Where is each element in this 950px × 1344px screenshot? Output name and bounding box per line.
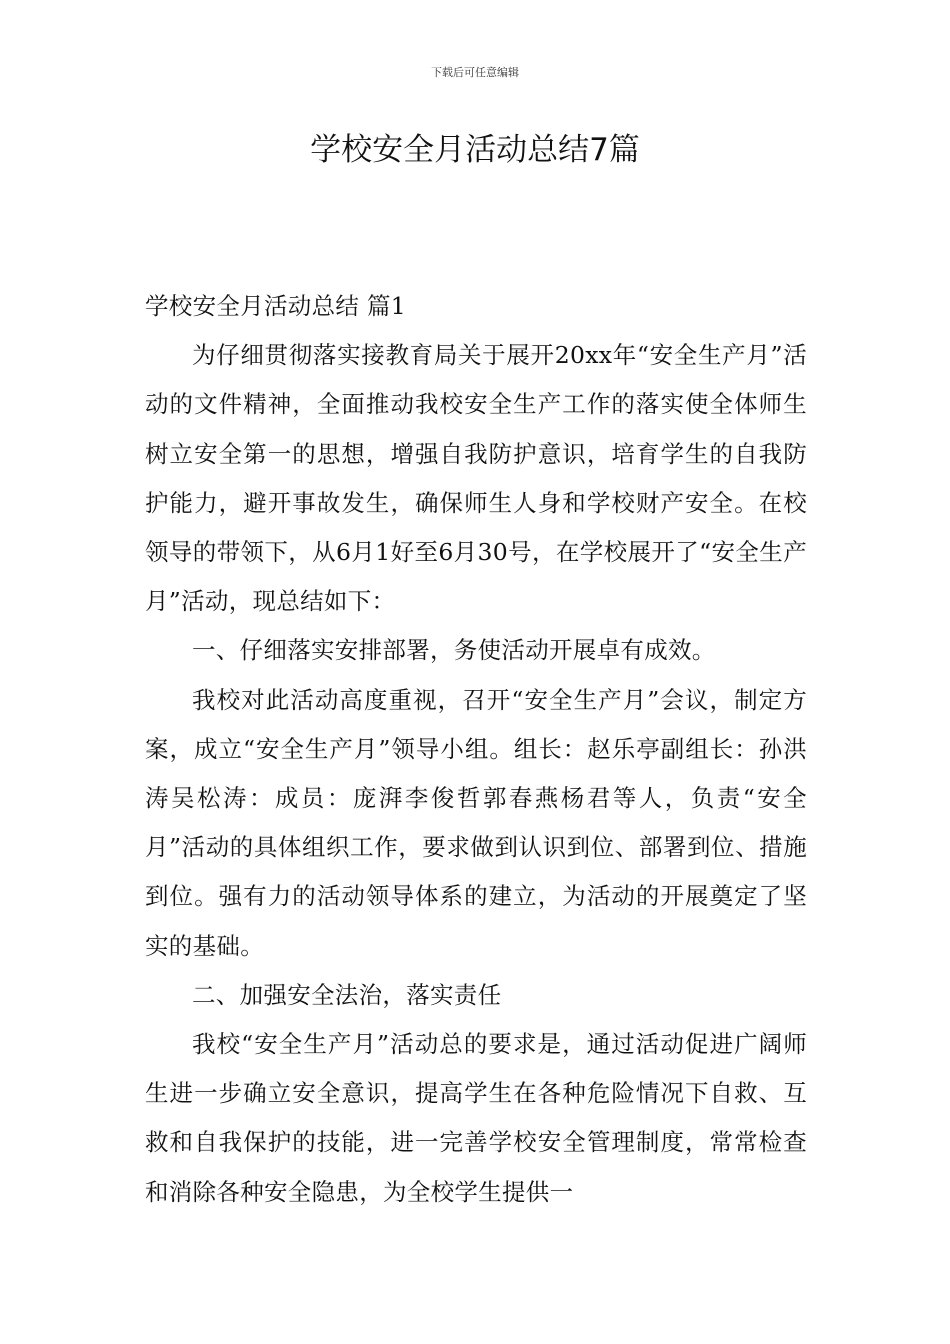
section-heading: 学校安全月活动总结 篇1 xyxy=(145,292,407,320)
paragraph-point-one-body: 我校对此活动高度重视，召开“安全生产月”会议，制定方案，成立“安全生产月”领导小组。组长：赵乐亭副组长：孙洪涛吴松涛：成员：庞湃李俊哲郭春燕杨君等人，负责“安全月”活动的具体组织工作，要求做到认识到位、部署到位、措施到位。强有力的活动领导体系的建立，为活动的开展奠定了坚实的基础。 xyxy=(145,685,807,960)
paragraph-point-one-heading: 一、仔细落实安排部署，务使活动开展卓有成效。 xyxy=(192,636,716,665)
document-title: 学校安全月活动总结7篇 xyxy=(310,132,640,168)
header-note: 下载后可任意编辑 xyxy=(431,66,519,79)
paragraph-point-two-heading: 二、加强安全法治，落实责任 xyxy=(192,980,502,1009)
paragraph-point-two-body: 我校“安全生产月”活动总的要求是，通过活动促进广阔师生进一步确立安全意识，提高学生在各种危险情况下自救、互救和自我保护的技能，进一完善学校安全管理制度，常常检查和消除各种安全隐患，为全校学生提供一 xyxy=(145,1030,807,1206)
document-body xyxy=(145,282,807,1217)
paragraph-intro: 为仔细贯彻落实接教育局关于展开20xx年“安全生产月”活动的文件精神，全面推动我校安全生产工作的落实使全体师生树立安全第一的思想，增强自我防护意识，培育学生的自我防护能力，避开事故发生，确保师生人身和学校财产安全。在校领导的带领下，从6月1好至6月30号，在学校展开了“安全生产月”活动，现总结如下： xyxy=(145,341,807,616)
